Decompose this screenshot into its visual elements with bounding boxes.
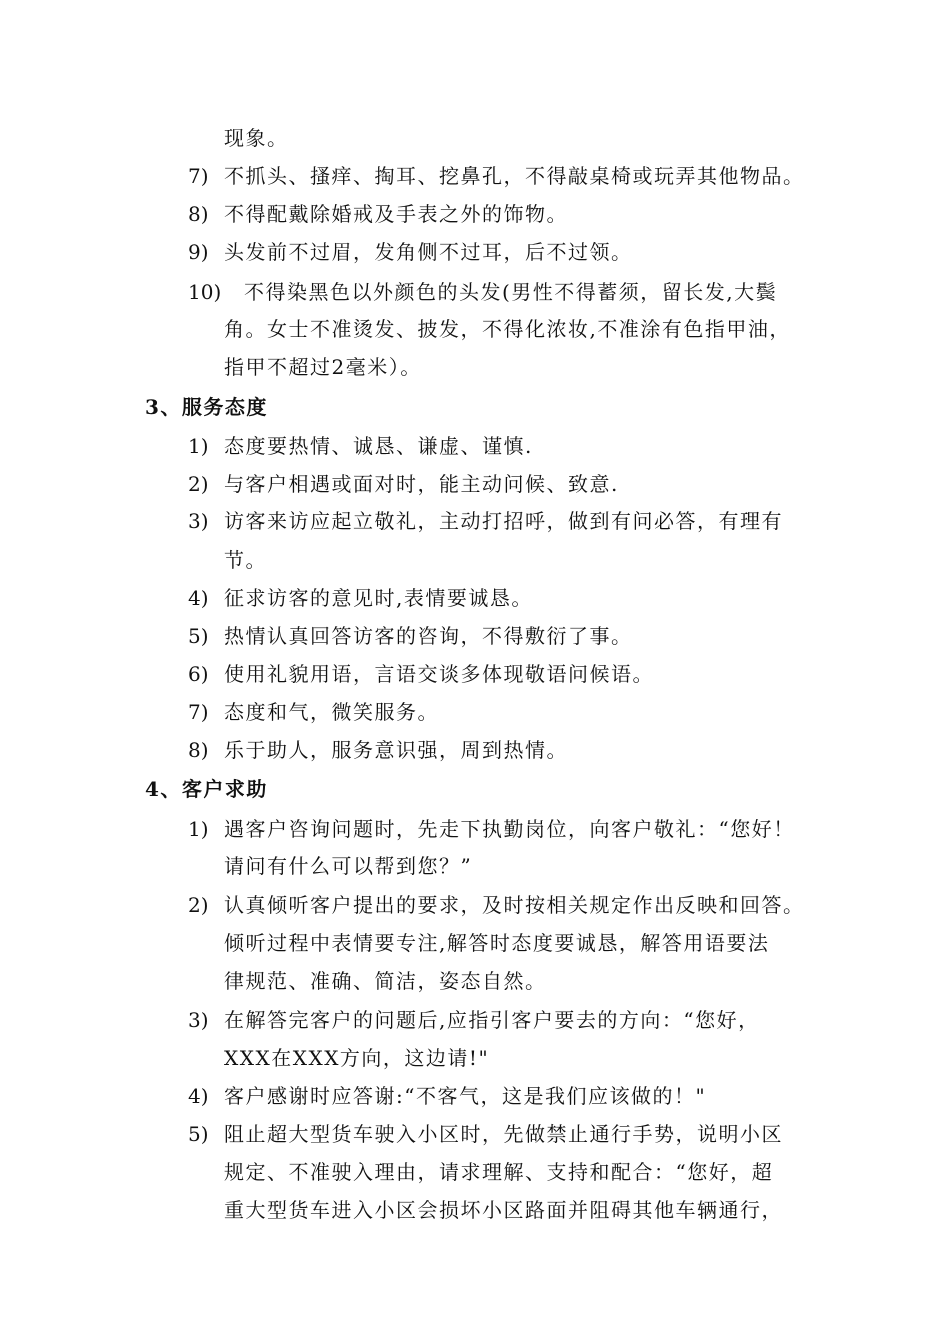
list-item-text: 头发前不过眉，发角侧不过耳，后不过领。 [224,240,633,264]
list-item-text: 不抓头、搔痒、掏耳、挖鼻孔，不得敲桌椅或玩弄其他物品。 [224,164,805,188]
list-item-number: 1) [188,817,209,841]
continuation-text: 现象。 [224,126,289,150]
list-item-text: 客户感谢时应答谢:“不客气，这是我们应该做的！" [224,1084,707,1108]
section-heading: 3、服务态度 [145,395,268,419]
list-item-text: 遇客户咨询问题时，先走下执勤岗位，向客户敬礼：“您好！ [224,817,795,841]
list-item-text: 不得配戴除婚戒及手表之外的饰物。 [224,202,568,226]
list-item-text: 倾听过程中表情要专注,解答时态度要诚恳，解答用语要法 [224,931,770,955]
list-item-text: XXX在XXX方向，这边请!" [224,1046,490,1070]
list-item-text: 阻止超大型货车驶入小区时，先做禁止通行手势，说明小区 [224,1122,783,1146]
list-item-number: 7) [188,164,209,188]
list-item-text: 征求访客的意见时,表情要诚恳。 [224,586,533,610]
list-item-number: 3) [188,1008,209,1032]
list-item-text: 使用礼貌用语，言语交谈多体现敬语问候语。 [224,662,654,686]
list-item-text: 乐于助人，服务意识强，周到热情。 [224,738,568,762]
list-item-number: 10) [188,280,222,304]
list-item-text: 指甲不超过2毫米）。 [224,355,422,379]
list-item-text: 请问有什么可以帮到您？” [224,854,473,878]
list-item-number: 3) [188,509,209,533]
list-item-number: 7) [188,700,209,724]
list-item-text: 角。女士不准烫发、披发，不得化浓妆,不准涂有色指甲油， [224,317,791,341]
section-heading: 4、客户求助 [145,777,268,801]
list-item-text: 在解答完客户的问题后,应指引客户要去的方向：“您好， [224,1008,760,1032]
list-item-text: 热情认真回答访客的咨询，不得敷衍了事。 [224,624,633,648]
list-item-number: 9) [188,240,209,264]
list-item-number: 5) [188,624,209,648]
list-item-text: 不得染黑色以外颜色的头发(男性不得蓄须，留长发,大鬓 [244,280,778,304]
list-item-number: 8) [188,202,209,226]
list-item-number: 8) [188,738,209,762]
list-item-number: 5) [188,1122,209,1146]
list-item-text: 律规范、准确、简洁，姿态自然。 [224,969,547,993]
list-item-number: 4) [188,1084,209,1108]
list-item-text: 规定、不准驶入理由，请求理解、支持和配合：“您好，超 [224,1160,774,1184]
list-item-number: 2) [188,893,209,917]
list-item-text: 与客户相遇或面对时，能主动问候、致意. [224,472,619,496]
list-item-number: 2) [188,472,209,496]
list-item-text: 节。 [224,548,267,572]
list-item-number: 6) [188,662,209,686]
list-item-number: 1) [188,434,209,458]
list-item-text: 认真倾听客户提出的要求，及时按相关规定作出反映和回答。 [224,893,805,917]
list-item-text: 态度要热情、诚恳、谦虚、谨慎. [224,434,533,458]
list-item-text: 访客来访应起立敬礼，主动打招呼，做到有问必答，有理有 [224,509,783,533]
list-item-text: 态度和气，微笑服务。 [224,700,439,724]
list-item-text: 重大型货车进入小区会损坏小区路面并阻碍其他车辆通行， [224,1198,783,1222]
list-item-number: 4) [188,586,209,610]
